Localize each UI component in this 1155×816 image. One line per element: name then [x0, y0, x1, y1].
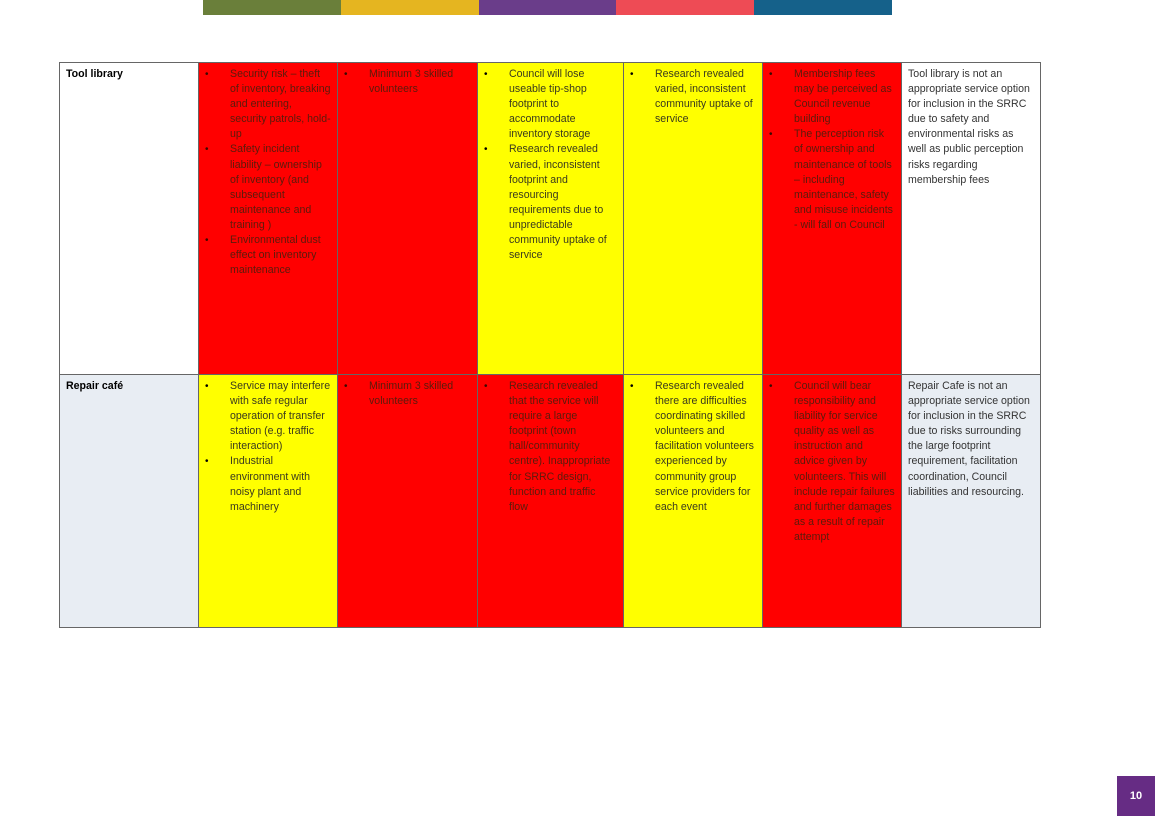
- risk-bullet-item: • Minimum 3 skilled volunteers: [344, 67, 471, 97]
- risk-cell: [763, 375, 902, 628]
- risk-cell: [478, 375, 624, 628]
- risk-bullet-list: [344, 379, 471, 409]
- band-segment-pink: [616, 0, 754, 15]
- band-segment-green: [203, 0, 341, 15]
- risk-bullet-item: • Safety incident liability – ownership of inventory (and subsequent maintenance and training ): [205, 142, 331, 233]
- risk-bullet-item: • Service may interfere with safe regular operation of transfer station (e.g. traffic interaction): [205, 379, 331, 454]
- risk-bullet-item: • Research revealed varied, inconsistent community uptake of service: [630, 67, 756, 127]
- risk-cell: [624, 63, 763, 375]
- risk-bullet-item: • Research revealed that the service will require a large footprint (town hall/community centre). Inappropriate for SRRC design, function and traffic flow: [484, 379, 617, 515]
- risk-cell: [338, 63, 478, 375]
- page-number-badge: [1117, 776, 1155, 816]
- risk-cell: [199, 375, 338, 628]
- risk-bullet-list: [769, 379, 895, 545]
- row-label: Repair café: [60, 375, 199, 628]
- risk-bullet-item: • Environmental dust effect on inventory maintenance: [205, 233, 331, 278]
- risk-cell: [478, 63, 624, 375]
- risk-assessment-table: [59, 62, 1041, 628]
- risk-bullet-list: [769, 67, 895, 233]
- risk-cell: [199, 63, 338, 375]
- band-segment-purple: [479, 0, 617, 15]
- risk-bullet-list: [630, 379, 756, 515]
- row-label: Tool library: [60, 63, 199, 375]
- header-color-band: [203, 0, 892, 15]
- risk-bullet-item: • Membership fees may be perceived as Council revenue building: [769, 67, 895, 127]
- table-row: [60, 63, 1041, 375]
- risk-cell: [763, 63, 902, 375]
- risk-bullet-list: [344, 67, 471, 97]
- risk-bullet-list: [205, 67, 331, 278]
- risk-bullet-item: • Minimum 3 skilled volunteers: [344, 379, 471, 409]
- risk-bullet-item: • Council will bear responsibility and liability for service quality as well as instruction and advice given by volunteers. This will include repair failures and further damages as a result of repair attempt: [769, 379, 895, 545]
- risk-bullet-list: [630, 67, 756, 127]
- risk-bullet-item: • Council will lose useable tip-shop footprint to accommodate inventory storage: [484, 67, 617, 142]
- band-segment-yellow: [341, 0, 479, 15]
- risk-bullet-item: • Industrial environment with noisy plant and machinery: [205, 454, 331, 514]
- risk-bullet-item: • The perception risk of ownership and maintenance of tools – including maintenance, safety and misuse incidents - will fall on Council: [769, 127, 895, 233]
- risk-cell: [624, 375, 763, 628]
- risk-bullet-list: [484, 379, 617, 515]
- table-row: [60, 375, 1041, 628]
- risk-bullet-list: [205, 379, 331, 515]
- summary-cell: Repair Cafe is not an appropriate service option for inclusion in the SRRC due to risks surrounding the large footprint requirement, facilitation coordination, Council liabilities and resourcing.: [902, 375, 1041, 628]
- summary-cell: Tool library is not an appropriate service option for inclusion in the SRRC due to safety and environmental risks as well as public perception risks regarding membership fees: [902, 63, 1041, 375]
- risk-bullet-item: • Research revealed varied, inconsistent footprint and resourcing requirements due to unpredictable community uptake of service: [484, 142, 617, 263]
- risk-bullet-item: • Research revealed there are difficulties coordinating skilled volunteers and facilitation volunteers experienced by community group service providers for each event: [630, 379, 756, 515]
- risk-bullet-list: [484, 67, 617, 263]
- risk-bullet-item: • Security risk – theft of inventory, breaking and entering, security patrols, hold-up: [205, 67, 331, 142]
- page-number: 10: [1129, 790, 1143, 802]
- band-segment-blue: [754, 0, 892, 15]
- risk-cell: [338, 375, 478, 628]
